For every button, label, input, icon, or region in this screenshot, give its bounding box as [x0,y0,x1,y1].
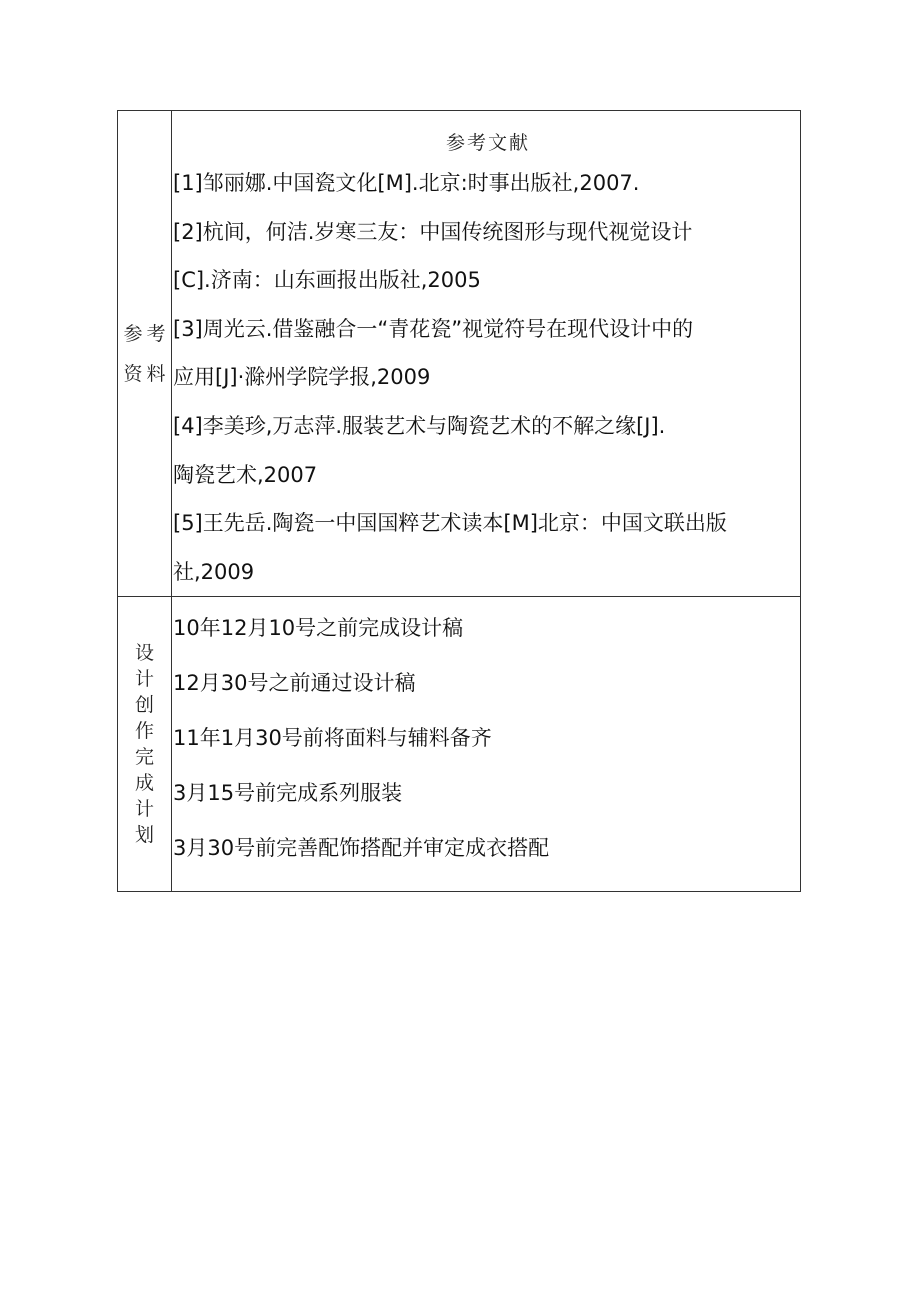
reference-line: [3]周光云.借鉴融合一“青花瓷”视觉符号在现代设计中的 [173,316,694,341]
plan-content-cell [172,597,801,892]
reference-line: [2]杭间，何洁.岁寒三友：中国传统图形与现代视觉设计 [173,219,693,244]
plan-label-char: 计 [134,798,154,821]
references-row [118,111,801,597]
plan-label-char: 设 [134,642,154,665]
plan-label-char: 计 [134,668,154,691]
reference-line: [1]邹丽娜.中国瓷文化[M].北京:时事出版社,2007. [173,171,640,195]
reference-line: 陶瓷艺术,2007 [173,462,318,487]
reference-line: [5]王先岳.陶瓷一中国国粹艺术读本[M]北京：中国文联出版 [173,511,727,536]
plan-line: 10年12月10号之前完成设计稿 [173,616,464,641]
plan-label-char: 成 [134,772,154,795]
references-label-line: 参考 [123,322,170,345]
references-content-cell [172,111,801,597]
references-label-line: 资料 [123,362,170,385]
plan-label-char: 作 [134,720,154,743]
plan-line: 12月30号之前通过设计稿 [173,671,416,696]
reference-line: 应用[J]·滁州学院学报,2009 [173,365,431,390]
plan-label-char: 创 [134,694,154,717]
plan-line: 3月30号前完善配饰搭配并审定成衣搭配 [173,836,550,861]
reference-line: [C].济南：山东画报出版社,2005 [173,268,481,293]
references-title: 参考文献 [445,132,530,154]
document-table [117,110,801,892]
plan-label-char: 完 [134,746,154,769]
reference-line: [4]李美珍,万志萍.服装艺术与陶瓷艺术的不解之缘[J]. [173,413,666,438]
references-label-cell [118,111,172,597]
plan-line: 3月15号前完成系列服装 [173,781,403,806]
plan-label-char: 划 [134,824,154,847]
plan-row [118,597,801,892]
plan-label-cell [118,597,172,892]
reference-line: 社,2009 [173,559,255,584]
plan-line: 11年1月30号前将面料与辅料备齐 [173,726,492,751]
